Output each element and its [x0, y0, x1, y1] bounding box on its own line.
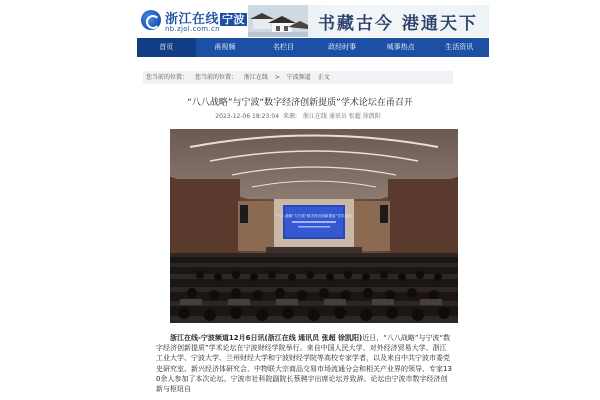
- breadcrumb-prefix: 您当前的位置：: [146, 74, 189, 81]
- nav-item-life[interactable]: 生活资讯: [445, 43, 474, 51]
- nav-item-politics[interactable]: 政经时事: [328, 43, 357, 51]
- nav-item-home[interactable]: 首页: [137, 38, 196, 57]
- breadcrumb-site-link[interactable]: 浙江在线: [243, 74, 268, 81]
- article-photo: [170, 129, 458, 323]
- article-title: “八八战略”与宁波“数字经济创新提质”学术论坛在甬召开: [187, 98, 413, 108]
- source-label: 来源:: [283, 113, 298, 120]
- article-paragraph: 近日，“八八战略”与宁波“数字经济创新提质”学术论坛在宁波财经学院举行。来自中国人民大学、对外经济贸易大学、浙江工业大学、宁波大学、兰州财经大学和宁波财经学院等高校专家学者，以及来自中共宁波市委党史研究室、新兴经济体研究会、中物联大宗商品交易市场流通分会和相关产业界的领导、专家130余人参加了本次论坛。宁波市社科院副院长蔡骋宇出席论坛并致辞。论坛由宁波市数字经济创新与枢纽自: [156, 334, 452, 394]
- traditional-roofs-icon: [248, 5, 308, 37]
- zjol-logo-icon: [141, 10, 161, 30]
- main-nav: [137, 38, 489, 57]
- header-banner: [248, 5, 489, 37]
- site-header: [137, 5, 489, 37]
- article-body: [156, 333, 452, 394]
- conference-hall-image: [170, 129, 458, 323]
- nav-item-video[interactable]: 甬视频: [214, 43, 236, 51]
- article-source: 浙江在线 通讯员 张超 徐凯阳: [302, 113, 381, 120]
- article-meta: [150, 111, 450, 120]
- banner-slogan: 书藏古今 港通天下: [318, 14, 478, 34]
- breadcrumb: [143, 71, 453, 84]
- article-lead: 浙江在线-宁波频道12月6日讯(浙江在线 通讯员 张超 徐凯阳): [170, 334, 363, 342]
- breadcrumb-separator: >: [274, 74, 280, 81]
- article-date: 2023-12-06 18:23:04: [215, 113, 280, 120]
- breadcrumb-prefix-2: 您当前的位置：: [194, 74, 237, 81]
- logo-url: nb.zjol.com.cn: [165, 25, 220, 33]
- logo-title: 浙江在线 宁波: [165, 12, 246, 27]
- screen-title: “八八战略”与宁波“数字经济创新提质”学术论坛: [276, 214, 352, 218]
- nav-item-columns[interactable]: 名栏目: [272, 43, 294, 51]
- site-logo[interactable]: [141, 7, 246, 35]
- nav-item-city[interactable]: 城事热点: [386, 43, 415, 51]
- breadcrumb-section: 正文: [317, 74, 330, 81]
- breadcrumb-channel-link[interactable]: 宁波频道: [286, 74, 311, 81]
